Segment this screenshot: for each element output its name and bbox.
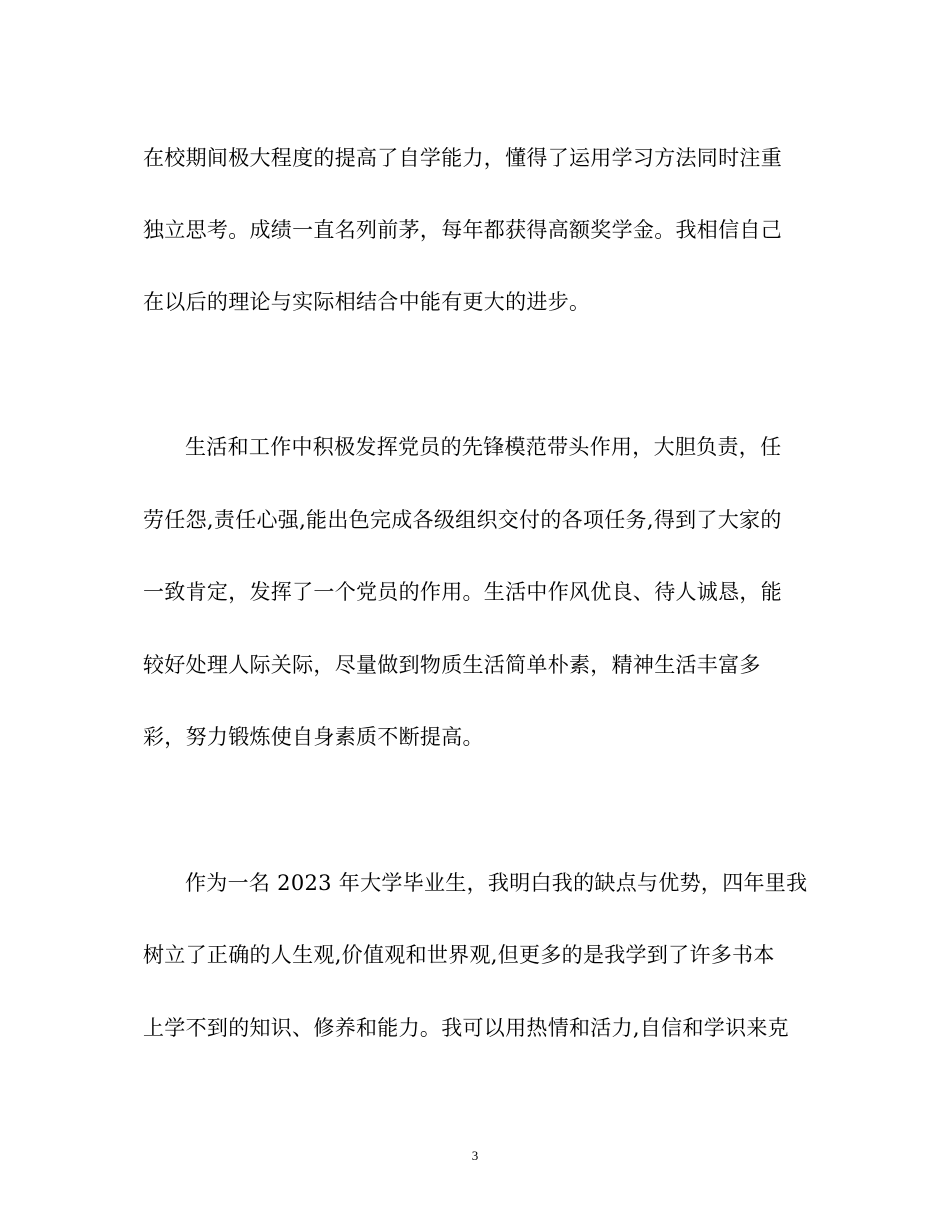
paragraph-1-line-1: 在校期间极大程度的提高了自学能力，懂得了运用学习方法同时注重: [143, 146, 782, 170]
paragraph-2-line-4: 较好处理人际关际，尽量做到物质生活简单朴素，精神生活丰富多: [143, 653, 761, 677]
paragraph-2-line-2: 劳任怨,责任心强,能出色完成各级组织交付的各项任务,得到了大家的: [143, 508, 782, 532]
paragraph-2-line-3: 一致肯定，发挥了一个党员的作用。生活中作风优良、待人诚恳，能: [143, 580, 782, 604]
paragraph-2-line-5: 彩，努力锻炼使自身素质不断提高。: [143, 725, 484, 749]
paragraph-3-line-2: 树立了正确的人生观,价值观和世界观,但更多的是我学到了许多书本: [143, 943, 775, 967]
page-number: 3: [471, 1148, 479, 1163]
paragraph-3-line-1: 作为一名 2023 年大学毕业生，我明白我的缺点与优势，四年里我: [185, 871, 808, 895]
paragraph-2-line-1: 生活和工作中积极发挥党员的先锋模范带头作用，大胆负责，任: [185, 435, 782, 459]
paragraph-1-line-3: 在以后的理论与实际相结合中能有更大的进步。: [143, 290, 591, 314]
paragraph-1-line-2: 独立思考。成绩一直名列前茅，每年都获得高额奖学金。我相信自己: [143, 218, 782, 242]
paragraph-3-line-3: 上学不到的知识、修养和能力。我可以用热情和活力,自信和学识来克: [143, 1016, 789, 1040]
